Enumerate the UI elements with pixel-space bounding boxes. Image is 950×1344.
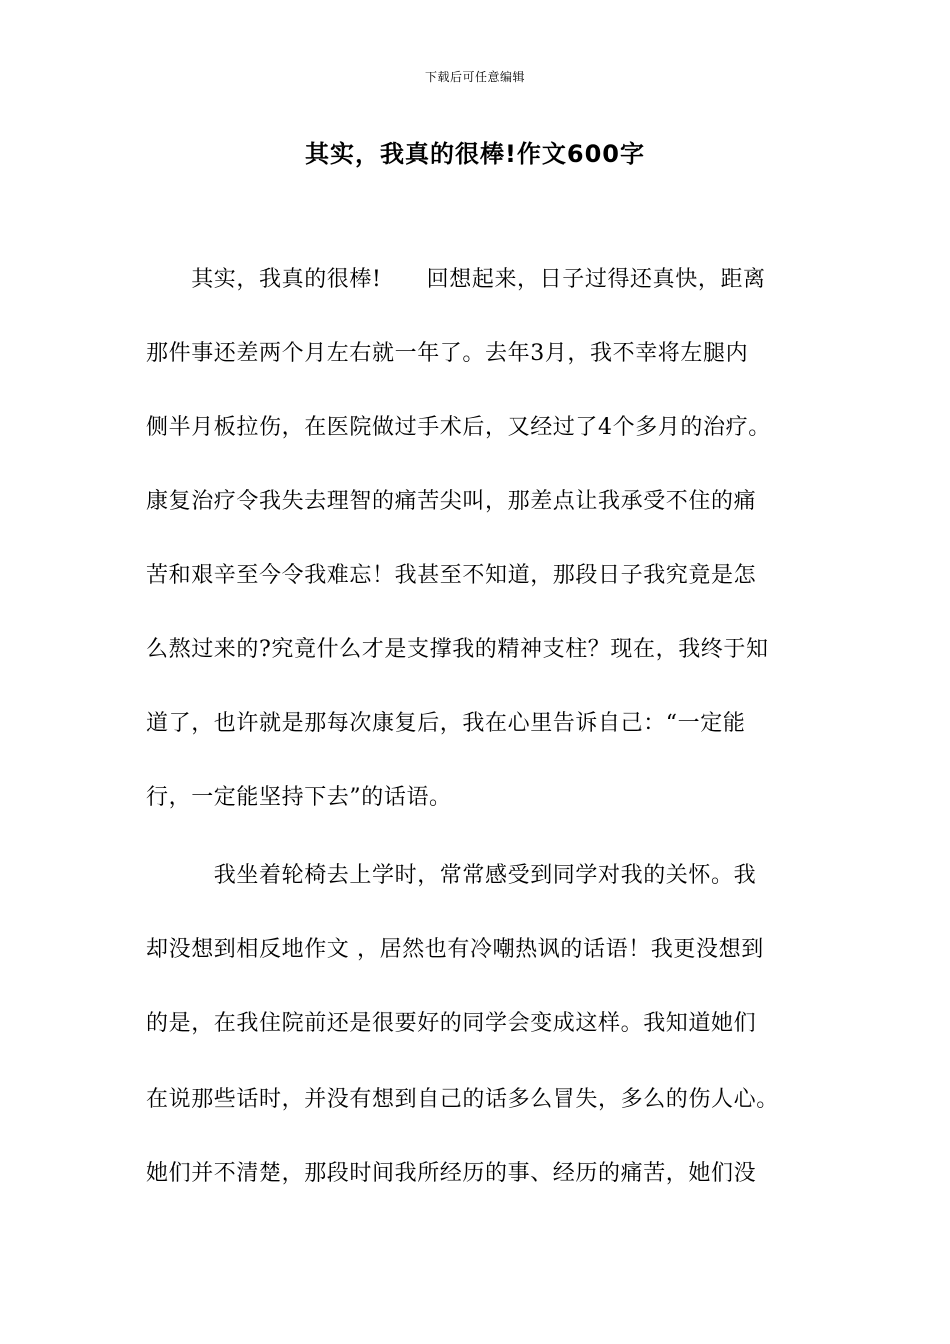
paragraph-line: 她们并不清楚，那段时间我所经历的事、经历的痛苦，她们没 (146, 1161, 757, 1186)
paragraph-line: 康复治疗令我失去理智的痛苦尖叫，那差点让我承受不住的痛 (146, 489, 757, 514)
paragraph-line: 侧半月板拉伤，在医院做过手术后，又经过了4个多月的治疗。 (146, 415, 771, 440)
paragraph-line: 苦和艰辛至今令我难忘！我甚至不知道，那段日子我究竟是怎 (146, 563, 757, 588)
document-title: 其实，我真的很棒!作文600字 (304, 140, 646, 168)
paragraph-line: 么熬过来的?究竟什么才是支撑我的精神支柱？现在，我终于知 (146, 637, 769, 662)
paragraph-line: 那件事还差两个月左右就一年了。去年3月，我不幸将左腿内 (146, 341, 749, 366)
paragraph-line: 却没想到相反地作文 ，居然也有冷嘲热讽的话语！我更没想到 (146, 937, 764, 962)
paragraph-line: 在说那些话时，并没有想到自己的话多么冒失，多么的伤人心。 (146, 1087, 779, 1112)
paragraph-line: 行，一定能坚持下去”的话语。 (146, 785, 452, 810)
paragraph-line: 我坐着轮椅去上学时，常常感受到同学对我的关怀。我 (146, 863, 757, 888)
header-note: 下载后可任意编辑 (424, 70, 525, 84)
paragraph-line: 的是，在我住院前还是很要好的同学会变成这样。我知道她们 (146, 1011, 757, 1036)
paragraph-line: 道了，也许就是那每次康复后，我在心里告诉自己：“一定能 (146, 711, 746, 736)
paragraph-line: 其实，我真的很棒! 回想起来，日子过得还真快，距离 (146, 267, 766, 292)
